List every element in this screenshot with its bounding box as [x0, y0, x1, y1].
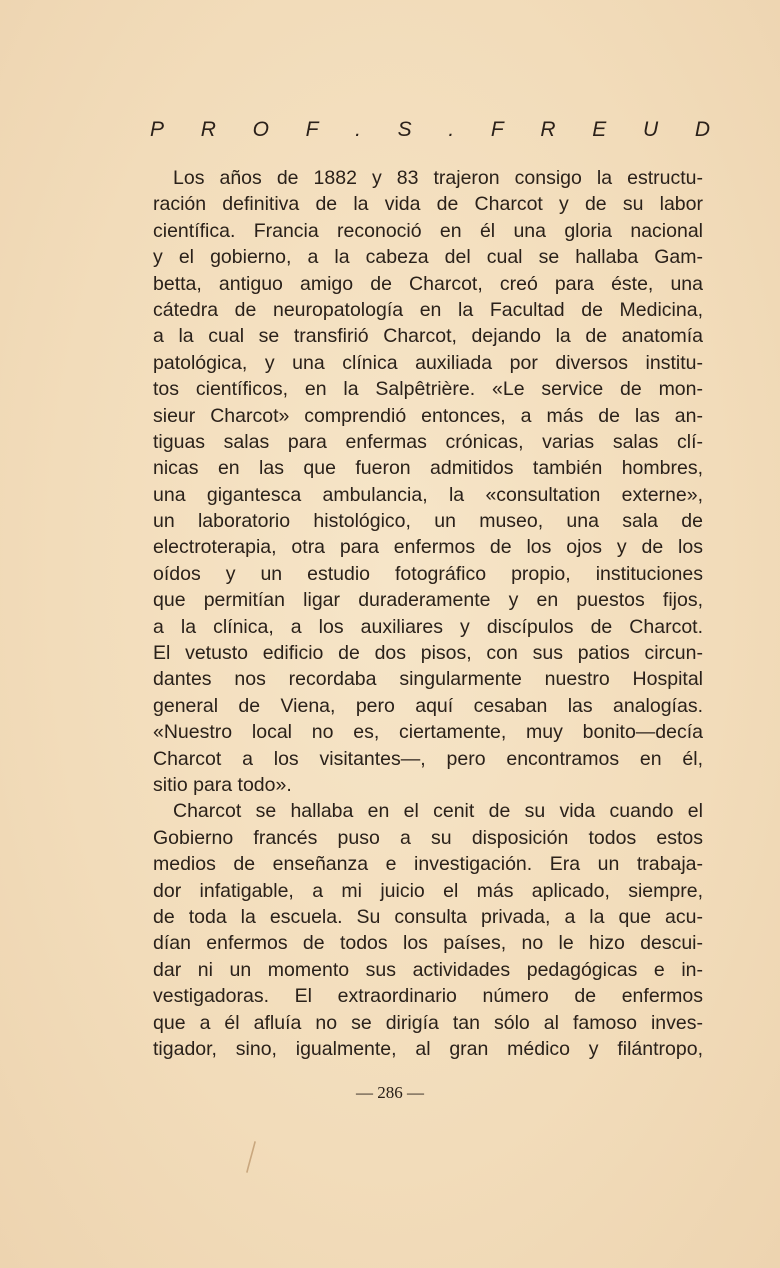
text-line: tos científicos, en la Salpêtrière. «Le service de mon-	[153, 378, 703, 401]
text-line: científica. Francia reconoció en él una gloria nacional	[153, 219, 703, 242]
running-head-letter: E	[592, 118, 607, 141]
text-line: «Nuestro local no es, ciertamente, muy bonito—decía	[153, 721, 703, 744]
text-line: betta, antiguo amigo de Charcot, creó para éste, una	[153, 272, 703, 295]
text-line: Charcot se hallaba en el cenit de su vida cuando el	[173, 800, 703, 823]
text-line: sitio para todo».	[153, 773, 292, 796]
running-head-letter: R	[200, 118, 216, 141]
text-line: dar ni un momento sus actividades pedagógicas e in-	[153, 958, 703, 981]
running-head-letter: S	[397, 118, 412, 141]
running-head-letter: F	[305, 118, 319, 141]
text-line: de toda la escuela. Su consulta privada, a la que acu-	[153, 905, 703, 928]
text-line: y el gobierno, a la cabeza del cual se hallaba Gam-	[153, 246, 703, 269]
text-line: medios de enseñanza e investigación. Era un trabaja-	[153, 853, 703, 876]
body-text	[153, 165, 703, 1062]
text-line: a la cual se transfirió Charcot, dejando la de anatomía	[153, 325, 703, 348]
running-head-letter: O	[252, 118, 269, 141]
text-line: patológica, y una clínica auxiliada por diversos institu-	[153, 351, 703, 374]
text-line: El vetusto edificio de dos pisos, con sus patios circun-	[153, 642, 703, 665]
text-line: electroterapia, otra para enfermos de los ojos y de los	[153, 536, 703, 559]
text-line: cátedra de neuropatología en la Facultad de Medicina,	[153, 298, 703, 321]
running-head-letter: R	[540, 118, 556, 141]
pencil-mark	[244, 1140, 258, 1174]
text-line: nicas en las que fueron admitidos también hombres,	[153, 457, 703, 480]
text-line: dor infatigable, a mi juicio el más aplicado, siempre,	[153, 879, 703, 902]
text-line: a la clínica, a los auxiliares y discípulos de Charcot.	[153, 615, 703, 638]
running-head-letter: F	[490, 118, 504, 141]
text-line: oídos y un estudio fotográfico propio, instituciones	[153, 562, 703, 585]
text-line: dían enfermos de todos los países, no le hizo descui-	[153, 932, 703, 955]
text-line: que permitían ligar duraderamente y en puestos fijos,	[153, 589, 703, 612]
text-line: general de Viena, pero aquí cesaban las analogías.	[153, 694, 703, 717]
text-line: sieur Charcot» comprendió entonces, a más de las an-	[153, 404, 703, 427]
running-head-letter: P	[150, 118, 165, 141]
text-line: una gigantesca ambulancia, la «consultation externe»,	[153, 483, 703, 506]
text-line: vestigadoras. El extraordinario número de enfermos	[153, 985, 703, 1008]
text-line: dantes nos recordaba singularmente nuestro Hospital	[153, 668, 703, 691]
running-head-letter: D	[694, 118, 710, 141]
running-head-letter: .	[355, 118, 361, 141]
text-line: que a él afluía no se dirigía tan sólo al famoso inves-	[153, 1011, 703, 1034]
text-line: Charcot a los visitantes—, pero encontramos en él,	[153, 747, 703, 770]
text-line: ración definitiva de la vida de Charcot y de su labor	[153, 193, 703, 216]
running-head	[150, 118, 710, 146]
text-line: Gobierno francés puso a su disposición todos estos	[153, 826, 703, 849]
page-number: — 286 —	[356, 1083, 424, 1102]
text-line: tiguas salas para enfermas crónicas, varias salas clí-	[153, 430, 703, 453]
running-head-letter: U	[642, 118, 659, 141]
running-head-letter: .	[448, 118, 455, 141]
text-line: tigador, sino, igualmente, al gran médico y filántropo,	[153, 1037, 703, 1060]
text-line: un laboratorio histológico, un museo, una sala de	[153, 510, 703, 533]
text-line: Los años de 1882 y 83 trajeron consigo la estructu-	[173, 167, 703, 189]
